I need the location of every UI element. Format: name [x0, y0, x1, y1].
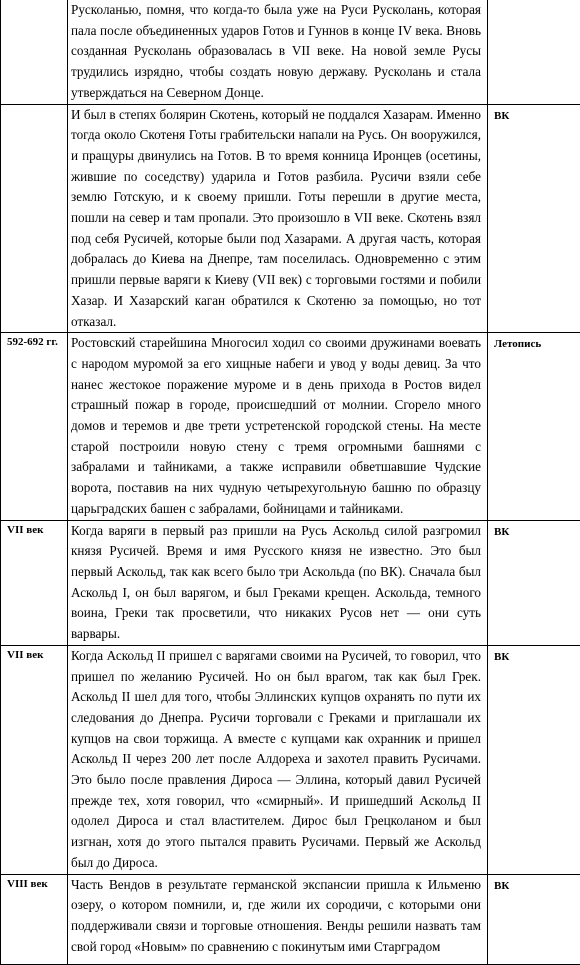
row-text: Часть Вендов в результате германской экспансии пришла к Ильменю озеру, о котором помнили, и, где жили их сородичи, с которыми они поддерживали связи и торговые отношения. Венды решили назвать там свой город «Новым» по сравнению с покинутым ими Старградом	[68, 874, 488, 964]
table-row	[1, 645, 580, 874]
row-date	[1, 104, 68, 333]
row-date: VII век	[1, 645, 68, 874]
row-date: 592-692 гг.	[1, 333, 68, 520]
table-row	[1, 333, 580, 520]
table-row	[1, 104, 580, 333]
row-date: VII век	[1, 520, 68, 645]
row-source: ВК	[488, 520, 580, 645]
row-text: Русколанью, помня, что когда-то была уже на Руси Русколань, которая пала после объединенных ударов Готов и Гуннов в конце IV века. Вновь созданная Русколань образовалась в VII веке. На новой земле Русы трудились изрядно, чтобы создать новую державу. Русколань и стала утверждаться на Северном Донце.	[68, 0, 488, 104]
table-row	[1, 520, 580, 645]
row-source: ВК	[488, 104, 580, 333]
row-source: ВК	[488, 645, 580, 874]
row-text: И был в степях болярин Скотень, который не поддался Хазарам. Именно тогда около Скотеня Готы грабительски напали на Русь. Он вооружился, и пращуры двинулись на Готов. В то время конница Иронцев (осетины, жившие по соседству) ударила и Готов разбила. Русичи взяли себе землю Готскую, и к своему пришли. Готы перешли в другие места, пошли на север и там пропали. Это произошло в VII веке. Скотень взял под себя Русичей, которые были под Хазарами. А другая часть, которая добралась до Киева на Днепре, там поселилась. Одновременно с этим пришли первые варяги к Киеву (VII век) с торговыми гостями и побили Хазар. И Хазарский каган обратился к Скотеню за помощью, но тот отказал.	[68, 104, 488, 333]
row-source: ВК	[488, 874, 580, 964]
row-text: Когда Аскольд II пришел с варягами своими на Русичей, то говорил, что пришел по желанию Русичей. Но он был врагом, так как был Грек. Аскольд II шел для того, чтобы Эллинских купцов охранять по пути их следования до Днепра. Русичи торговали с Греками и приглашали их купцов на свои торжища. А вместе с купцами как охранник и пришел Аскольд II через 200 лет после Алдореха и захотел править Русичами. Это было после правления Дироса — Эллина, который давил Русичей прежде тех, хотя говорил, что «смирный». И пришедший Аскольд II одолел Дироса и стал властителем. Дирос был Грецколаном и был изгнан, хотя до этого пытался править Русичами. Первый же Аскольд был до Дироса.	[68, 645, 488, 874]
row-source	[488, 0, 580, 104]
row-date: VIII век	[1, 874, 68, 964]
row-text: Ростовский старейшина Многосил ходил со своими дружинами воевать с народом муромой за его хищные набеги и увод у воды девиц. За что нанес жестокое поражение муроме и в день прихода в Ростов видел страшный пожар в городе, происшедший от молнии. Сгорело много домов и теремов и две трети устретенской городской стены. На месте старой построили новую стену с тремя огромными башнями с забралами и тайниками, а также исправили обветшавшие Чудские ворота, поставив на них чудную четырехугольную башню по образцу царьградских башен с забралами, бойницами и тайниками.	[68, 333, 488, 520]
row-date	[1, 0, 68, 104]
table-row	[1, 0, 580, 104]
row-text: Когда варяги в первый раз пришли на Русь Аскольд силой разгромил князя Русичей. Время и имя Русского князя не известно. Это был первый Аскольд, так как всего было три Аскольда (по ВК). Сначала был Аскольд I, он был варягом, и был Греками крещен. Аскольда, темного воина, Греки так просветили, что никаких Русов нет — они суть варвары.	[68, 520, 488, 645]
row-source: Летопись	[488, 333, 580, 520]
table-row	[1, 874, 580, 964]
